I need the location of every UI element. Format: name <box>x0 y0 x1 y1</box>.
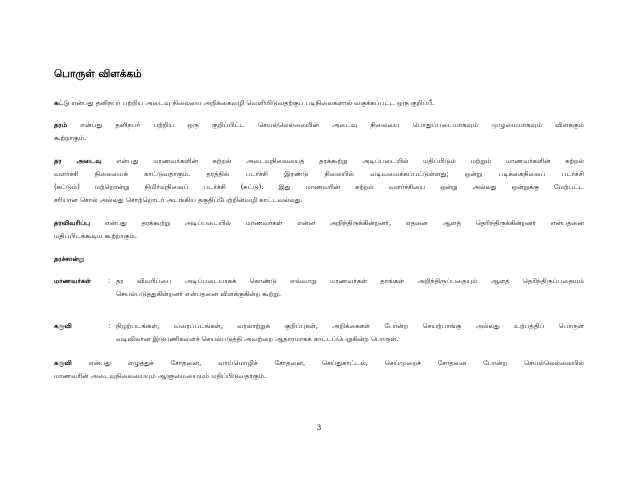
paragraph-line <box>54 97 584 110</box>
paragraph-line <box>54 155 584 168</box>
paragraph-line <box>54 217 584 230</box>
definition-text: என்பது எழுத்துச் சோதனை, வாய்மொழிச் சோதனை, செய்துகாட்டல், செய்முறைச் சோதனை போன்ற செயல்லெல்லையில் <box>71 359 584 367</box>
definition-text: என்பது தனிநபர் பற்றிய ஒரு குறிப்பிட்ட செயல்லெல்லையின் அடைவு நிலையை பொதுப்படையாகவும் முழுமையாகவும் விளக்கும் <box>67 121 584 129</box>
definition-row-manavargal <box>54 275 584 301</box>
paragraph-line: சரியான சொல் அல்லது சொற்றொடர் அடங்கிய தகுதிப்பேற்றின்வழி காட்டவல்லது. <box>54 196 303 204</box>
definition-text: என்பது மாணவர்களின் கற்றல் அடைவுநிலையைத் தரக்கூற்று அடிப்படையில் மதிப்பிடும் மற்றும் மாணவர்களின் கற்றல் <box>101 157 585 165</box>
paragraph-line: மாணவரின் அடைவுநிலையையும் ஆளுமையையும் மதிப்பிடுவதாகும். <box>54 372 267 380</box>
definition-text: என்பது தனிநபர் பற்றிய அடைவு நிலையை அறிக்கைவழி வெளியிடுவதற்குப் படிநிலைகளால் வகுக்கப்பட்ட ஒரு குறிப்பீ. <box>69 99 435 107</box>
term: தர அடைவு <box>54 157 102 165</box>
paragraph-kattu <box>54 97 584 110</box>
page-number: 3 <box>316 424 322 432</box>
paragraph-line: வடிவிலான இடுபணிகளைச் செயல்படுத்தி அவற்றை ஆதாரமாகக் காட்டப்பெறுகின்ற பொருள். <box>116 335 399 343</box>
subheading <box>54 253 584 266</box>
definition-text: என்பது தரக்கூற்று அடிப்படையில் மாணவர்கள் என்ன அறிந்திருக்கின்றனர், எதனை ஆளத் தெரிந்திருக்கின்றனர் என்பதனை <box>90 219 584 227</box>
term: தரம் <box>54 121 68 129</box>
paragraph-line: கூற்றாகும். <box>54 134 87 142</box>
definition-row-karuvi <box>54 320 584 346</box>
page-heading: பொருள் விளக்கம் <box>54 68 142 80</box>
paragraph-line: மதிப்பிடக்கூடிய கூற்றாகும். <box>54 232 137 240</box>
paragraph-line: (கட்டும்) மற்றொன்று நிமிர்வுநிலைப் படர்ச்சி (கட்டு). இது மாணவரின் கற்றல் வளர்ச்சியை ஒன்று அல்லது ஒன்றுக்கு மேற்பட்ட <box>54 183 584 191</box>
term: தரவிவரிப்பு <box>54 219 91 227</box>
paragraph-line: செயல்படுத்துகின்றனர் என்பதனை விளக்குகின்ற கூற்று. <box>116 290 281 298</box>
paragraph-line: நிழற்படங்கள், வரைப்படங்கள், வரலாற்றுக் குறிப்புகள், அறிக்கைகள் போன்ற செயற்பாங்கு அல்லது உற்பத்திப் பொருள் <box>116 322 584 330</box>
paragraph-karuvi <box>54 357 584 383</box>
definition-body <box>116 320 584 346</box>
colon: : <box>108 277 111 285</box>
paragraph-tharavivarippu <box>54 217 584 243</box>
paragraph-thara-adaivu <box>54 155 584 207</box>
paragraph-line: தர விவரிப்பை அடிப்படையாகக் கொண்டு எவ்வாறு மாணவர்கள் தாங்கள் அறிந்திருப்பதையும் ஆளத் தெரிந்திருப்பதையும் <box>116 277 584 285</box>
paragraph-line <box>54 119 584 132</box>
paragraph-line: வளர்ச்சி நிலையைக் காட்டுவதாகும். தரத்தில் படர்ச்சி இரண்டு நிலையில் வடிவமைக்கப்பட்டுள்ளது; ஒன்று படிக்கைநிலைப் படர்ச்சி <box>54 170 584 178</box>
paragraph-line <box>54 357 584 370</box>
subheading-text: தரச்சான்று <box>54 255 85 263</box>
definition-body <box>116 275 584 301</box>
term: கருவி <box>54 359 72 367</box>
paragraph-tharam <box>54 119 584 145</box>
term: கட்டு <box>54 99 70 107</box>
colon: : <box>108 322 111 330</box>
term: மாணவர்கள் <box>54 277 92 285</box>
term: கருவி <box>54 322 72 330</box>
